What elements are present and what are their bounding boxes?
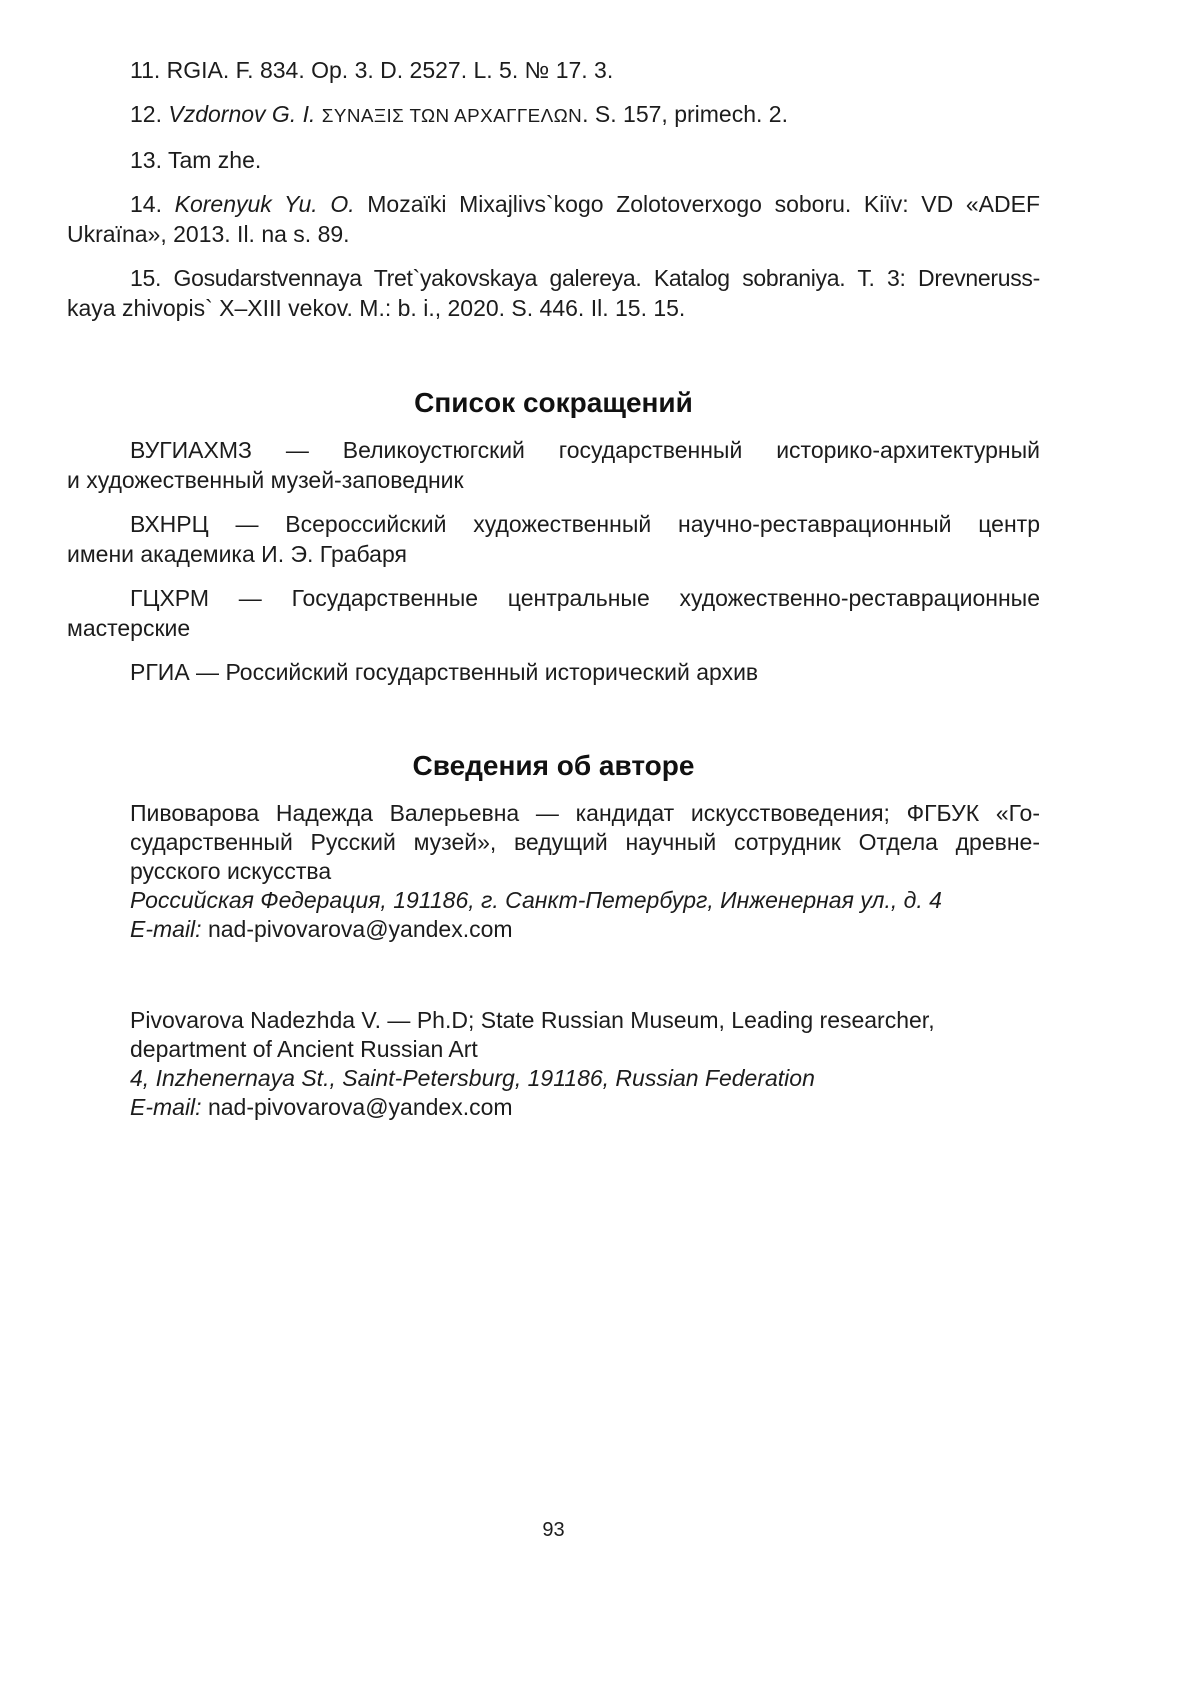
abbreviation-line-2: и художественный музей-заповедник: [67, 467, 464, 493]
note-line-2: Ukraïna», 2013. Il. na s. 89.: [67, 221, 350, 247]
author-email-line: [130, 915, 1040, 944]
note-number: 13.: [130, 147, 162, 173]
abbreviation-line-2: мастерские: [67, 615, 191, 641]
abbreviation-line-1: ВУГИАХМЗ — Великоустюгский государственный историко-архитектурный: [130, 437, 1040, 463]
notes-list: [67, 55, 1040, 337]
note-number: 11.: [130, 57, 161, 83]
abbreviation-line-1: ВХНРЦ — Всероссийский художественный научно-реставрационный центр: [130, 511, 1040, 537]
note-text: RGIA. F. 834. Op. 3. D. 2527. L. 5. № 17. 3.: [166, 57, 614, 83]
note-text: Mozaïki Mixajlivs`kogo Zolotoverxogo soboru. Kiïv: VD «ADEF: [367, 191, 1041, 217]
note-greek-title: ΣΥΝΑΞΙΣ ΤΩΝ ΑΡΧΑΓΓΕΛΩΝ: [321, 105, 583, 126]
note-number: 14.: [130, 191, 162, 217]
email-address: nad-pivovarova@yandex.com: [207, 916, 513, 942]
note-12: [67, 99, 1040, 131]
abbreviation-line-1: ГЦХРМ — Государственные центральные художественно-реставрационные: [130, 585, 1040, 611]
note-11: [67, 55, 1040, 85]
note-author: Korenyuk Yu. O.: [174, 191, 355, 217]
author-info-ru: [130, 799, 1040, 944]
note-line-2: kaya zhivopis` X–XIII vekov. M.: b. i., 2020. S. 446. Il. 15. 15.: [67, 295, 686, 321]
author-description-line: русского искусства: [130, 858, 332, 884]
author-description-line: Pivovarova Nadezhda V. — Ph.D; State Russian Museum, Leading researcher,: [130, 1007, 935, 1033]
abbreviation-item: [67, 435, 1040, 495]
note-line-1: [67, 189, 1040, 219]
note-15: [67, 263, 1040, 323]
author-info-en: [130, 1006, 1040, 1122]
author-description-line: сударственный Русский музей», ведущий научный сотрудник Отдела древне-: [130, 829, 1040, 855]
abbreviations-list: [67, 435, 1040, 701]
author-description-line: Пивоварова Надежда Валерьевна — кандидат искусствоведения; ФГБУК «Го-: [130, 800, 1040, 826]
email-address: nad-pivovarova@yandex.com: [207, 1094, 513, 1120]
abbreviation-item: [67, 583, 1040, 643]
note-text: Gosudarstvennaya Tret`yakovskaya galereya. Katalog sobraniya. T. 3: Drevneruss-: [173, 265, 1040, 291]
page-number: 93: [542, 1519, 565, 1541]
author-heading: Сведения об авторе: [412, 750, 695, 781]
note-13: [67, 145, 1040, 175]
abbreviation-item: [67, 657, 1040, 687]
note-text: Tam zhe.: [167, 147, 262, 173]
abbreviations-heading: Список сокращений: [414, 387, 693, 418]
email-label: E-mail:: [130, 916, 202, 942]
note-text: . S. 157, primech. 2.: [582, 101, 788, 127]
abbreviation-line-2: имени академика И. Э. Грабаря: [67, 541, 407, 567]
note-number: 12.: [130, 101, 162, 127]
abbreviation-line-1: РГИА — Российский государственный исторический архив: [130, 659, 759, 685]
note-number: 15.: [130, 265, 162, 291]
abbreviation-item: [67, 509, 1040, 569]
author-description-line: department of Ancient Russian Art: [130, 1036, 478, 1062]
note-author: Vzdornov G. I.: [168, 101, 316, 127]
email-label: E-mail:: [130, 1094, 202, 1120]
note-14: [67, 189, 1040, 249]
author-address: Российская Федерация, 191186, г. Санкт-Петербург, Инженерная ул., д. 4: [130, 887, 942, 913]
note-line-1: [67, 263, 1040, 293]
author-email-line: [130, 1093, 1040, 1122]
author-address: 4, Inzhenernaya St., Saint-Petersburg, 191186, Russian Federation: [130, 1065, 815, 1091]
